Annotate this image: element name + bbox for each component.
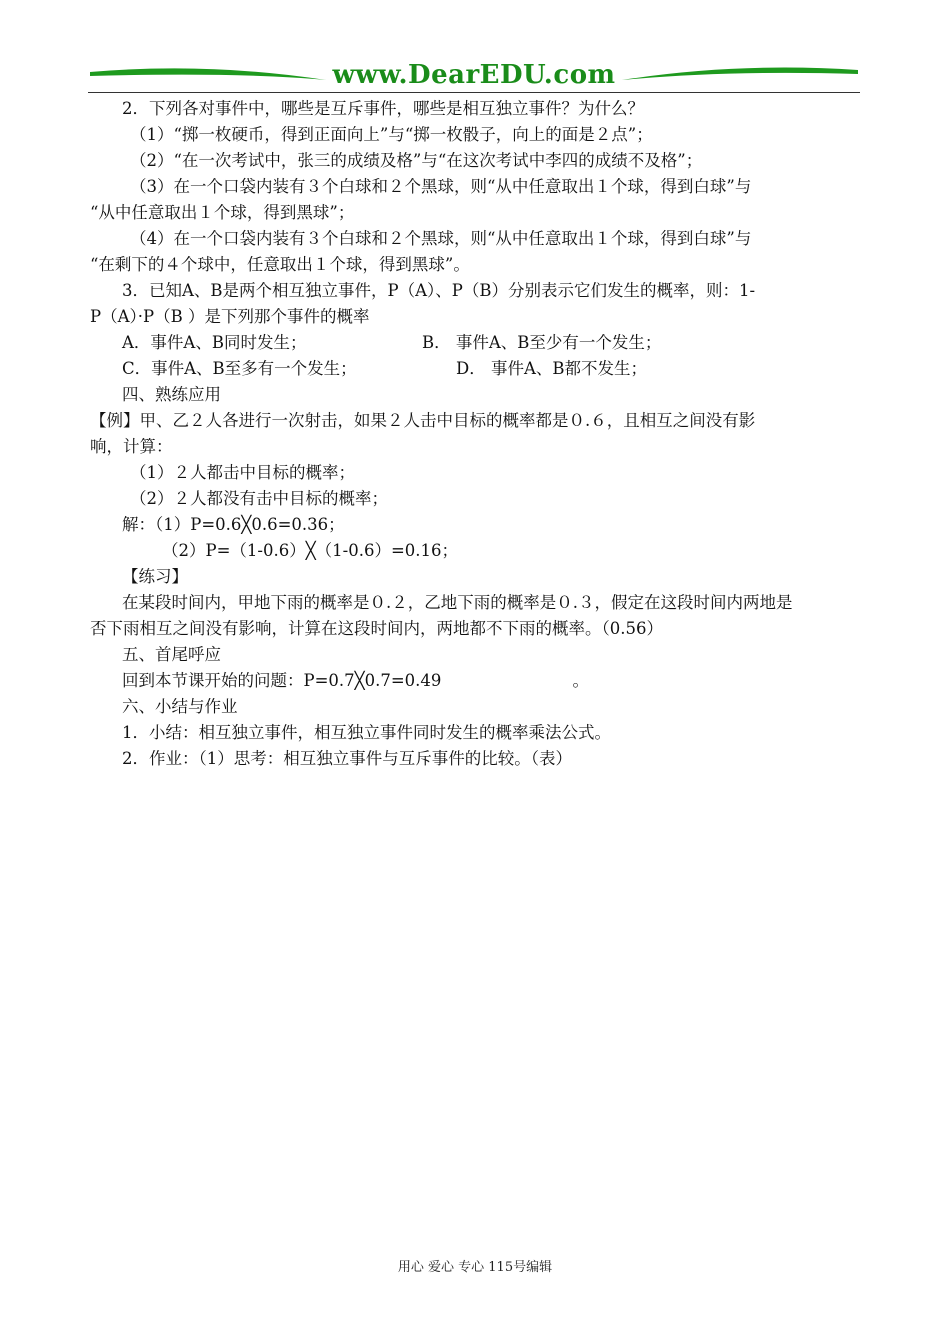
- section-4-heading: 四、熟练应用: [122, 385, 221, 404]
- practice-problem-cont: 否下雨相互之间没有影响，计算在这段时间内，两地都不下雨的概率。（0.56）: [90, 619, 663, 638]
- header-divider: [88, 92, 860, 93]
- solution-1: 解：（1）P=0.6╳0.6=0.36；: [122, 515, 345, 534]
- example-problem-cont: 响，计算：: [90, 437, 173, 456]
- option-c: C．事件A、B至多有一个发生；: [122, 359, 357, 378]
- question-2-item-3: （3）在一个口袋内装有３个白球和２个黑球，则“从中任意取出１个球，得到白球”与: [130, 177, 752, 196]
- summary-item: 1．小结：相互独立事件，相互独立事件同时发生的概率乘法公式。: [122, 723, 611, 742]
- page-footer: 用心 爱心 专心 115号编辑: [397, 1260, 553, 1275]
- example-part-2: （2）２人都没有击中目标的概率；: [130, 489, 388, 508]
- option-a: A．事件A、B同时发生；: [122, 333, 307, 352]
- option-d: D． 事件A、B都不发生；: [456, 359, 648, 378]
- question-2-item-2: （2）“在一次考试中，张三的成绩及格”与“在这次考试中李四的成绩不及格”；: [130, 151, 703, 170]
- question-2-item-1: （1）“掷一枚硬币，得到正面向上”与“掷一枚骰子，向上的面是２点”；: [130, 125, 653, 144]
- question-3-options-ab: [90, 330, 862, 356]
- question-2-item-3-cont: “从中任意取出１个球，得到黑球”；: [90, 203, 355, 222]
- section-6-heading: 六、小结与作业: [122, 697, 238, 716]
- question-3: 3．已知A、B是两个相互独立事件，P（A）、P（B）分别表示它们发生的概率，则：1-: [122, 281, 756, 300]
- solution-2: （2）P=（1-0.6）╳（1-0.6）=0.16；: [162, 541, 459, 560]
- example-part-1: （1）２人都击中目标的概率；: [130, 463, 355, 482]
- example-problem: 【例】甲、乙２人各进行一次射击，如果２人击中目标的概率都是０.６，且相互之间没有影: [90, 411, 756, 430]
- section-5-heading: 五、首尾呼应: [122, 645, 221, 664]
- question-2-item-4: （4）在一个口袋内装有３个白球和２个黑球，则“从中任意取出１个球，得到白球”与: [130, 229, 752, 248]
- question-2-item-4-cont: “在剩下的４个球中，任意取出１个球，得到黑球”。: [90, 255, 470, 274]
- section-5-text: 回到本节课开始的问题：P=0.7╳0.7=0.49 。: [122, 671, 590, 690]
- question-3-cont: P（A）·P（B ）是下列那个事件的概率: [90, 307, 370, 326]
- logo-text[interactable]: www.DearEDU.com: [332, 60, 616, 90]
- option-b: B． 事件A、B至少有一个发生；: [422, 333, 662, 352]
- practice-problem: 在某段时间内，甲地下雨的概率是０.２，乙地下雨的概率是０.３，假定在这段时间内两地是: [122, 593, 793, 612]
- document-body: [90, 96, 862, 772]
- question-3-options-cd: [90, 356, 862, 382]
- practice-heading: 【练习】: [122, 567, 188, 586]
- homework-item: 2．作业：（1）思考：相互独立事件与互斥事件的比较。（表）: [122, 749, 572, 768]
- site-header: [88, 58, 860, 94]
- question-2: 2．下列各对事件中，哪些是互斥事件，哪些是相互独立事件？为什么？: [122, 99, 644, 118]
